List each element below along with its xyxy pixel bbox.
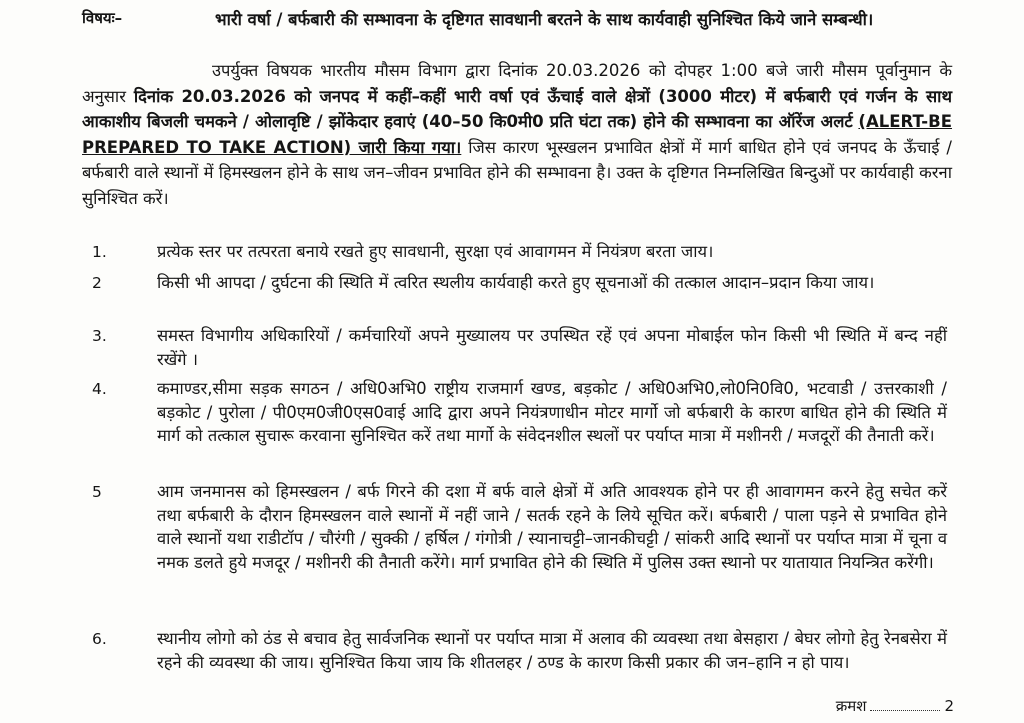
list-item-number: 2: [92, 274, 102, 292]
subject-text: भारी वर्षा / बर्फबारी की सम्भावना के दृष्टिगत सावधानी बरतने के साथ कार्यवाही सुनिश्चित किये जाने सम्बन्धी।: [215, 10, 874, 29]
list-item-text: कमाण्डर,सीमा सड़क सगठन / अधि0अभि0 राष्ट्रीय राजमार्ग खण्ड, बड़कोट / अधि0अभि0,लो0नि0वि0, भटवाडी / उत्तरकाशी / बड़कोट / पुरोला / पी0एम0जी0एस0वाई आदि द्वारा अपने नियंत्रणाधीन मोटर मार्गो जो बर्फबारी के कारण बाधित होने की स्थिति में मार्ग को तत्काल सुचारू करवाना सुनिश्चित करें तथा मार्गो के संवेदनशील स्थलों पर पर्याप्त मात्रा में मशीनरी / मजदूरों की तैनाती करें।: [157, 379, 947, 445]
list-item-number: 5: [92, 483, 102, 501]
intro-alert-bold: दिनांक 20.03.2026 को जनपद में कहीं–कहीं भारी वर्षा एवं ऊँचाई वाले क्षेत्रों (3000 मीटर) में बर्फबारी एवं गर्जन के साथ आकाशीय बिजली चमकने / ओलावृष्टि / झोंकेदार हवाएं (40–50 कि0मी0 प्रति घंटा तक) होने की सम्भावना का ऑरेंज अलर्ट: [82, 86, 952, 131]
next-page-number: 2: [944, 697, 954, 715]
subject-label: विषयः–: [82, 9, 123, 27]
list-item-text: समस्त विभागीय अधिकारियों / कर्मचारियों अपने मुख्यालय पर उपस्थित रहें एवं अपना मोबाईल फोन किसी भी स्थिति में बन्द नहीं रखेंगे ।: [157, 326, 947, 369]
continuation-label: क्रमश: [835, 697, 867, 715]
list-item-text: प्रत्येक स्तर पर तत्परता बनाये रखते हुए सावधानी, सुरक्षा एवं आवागमन में नियंत्रण बरता जाय।: [157, 242, 714, 261]
intro-text-part2: जिस कारण भूस्खलन प्रभावित क्षेत्रों में मार्ग बाधित होने एवं जनपद के ऊँचाई / बर्फबारी वाले स्थानों में हिमस्खलन होने के साथ जन–जीवन प्रभावित होने की सम्भावना है। उक्त के दृष्टिगत निम्नलिखित बिन्दुओं पर कार्यवाही करना सुनिश्चित करें।: [82, 137, 952, 208]
list-item-text: किसी भी आपदा / दुर्घटना की स्थिति में त्वरित स्थलीय कार्यवाही करते हुए सूचनाओं की तत्काल आदान–प्रदान किया जाय।: [157, 273, 875, 292]
list-item-number: 4.: [92, 380, 107, 398]
intro-alert-code: (ALERT-BE PREPARED TO TAKE ACTION) जारी किया गया।: [82, 112, 953, 157]
page-continuation: [836, 696, 954, 716]
list-item-number: 1.: [92, 243, 107, 261]
list-item-number: 6.: [92, 630, 107, 648]
intro-paragraph: [82, 58, 952, 211]
list-item-number: 3.: [92, 327, 107, 345]
list-item-text: आम जनमानस को हिमस्खलन / बर्फ गिरने की दशा में बर्फ वाले क्षेत्रों में अति आवश्यक होने पर ही आवागमन करने हेतु सचेत करें तथा बर्फबारी के दौरान हिमस्खलन वाले स्थानों में नहीं जाने / सतर्क रहने के लिये सूचित करें। बर्फबारी / पाला पड़ने से प्रभावित होने वाले स्थानों यथा राडीटॉप / चौरंगी / सुक्की / हर्षिल / गंगोत्री / स्यानाचट्टी–जानकीचट्टी / सांकरी आदि स्थानों पर पर्याप्त मात्रा में चूना व नमक डलते हुये मजदूर / मशीनरी की तैनाती करेंगे। मार्ग प्रभावित होने की स्थिति में पुलिस उक्त स्थानो पर यातायात नियन्त्रित करेंगी।: [157, 482, 947, 572]
continuation-dotted-line: [870, 710, 940, 711]
list-item-text: स्थानीय लोगो को ठंड से बचाव हेतु सार्वजनिक स्थानों पर पर्याप्त मात्रा में अलाव की व्यवस्था तथा बेसहारा / बेघर लोगो हेतु रेनबसेरा में रहने की व्यवस्था की जाय। सुनिश्चित किया जाय कि शीतलहर / ठण्ड के कारण किसी प्रकार की जन–हानि न हो पाय।: [157, 629, 947, 672]
intro-text-part1: उपर्युक्त विषयक भारतीय मौसम विभाग द्वारा दिनांक 20.03.2026 को दोपहर 1:00 बजे जारी मौसम पूर्वानुमान के अनुसार: [82, 61, 952, 106]
